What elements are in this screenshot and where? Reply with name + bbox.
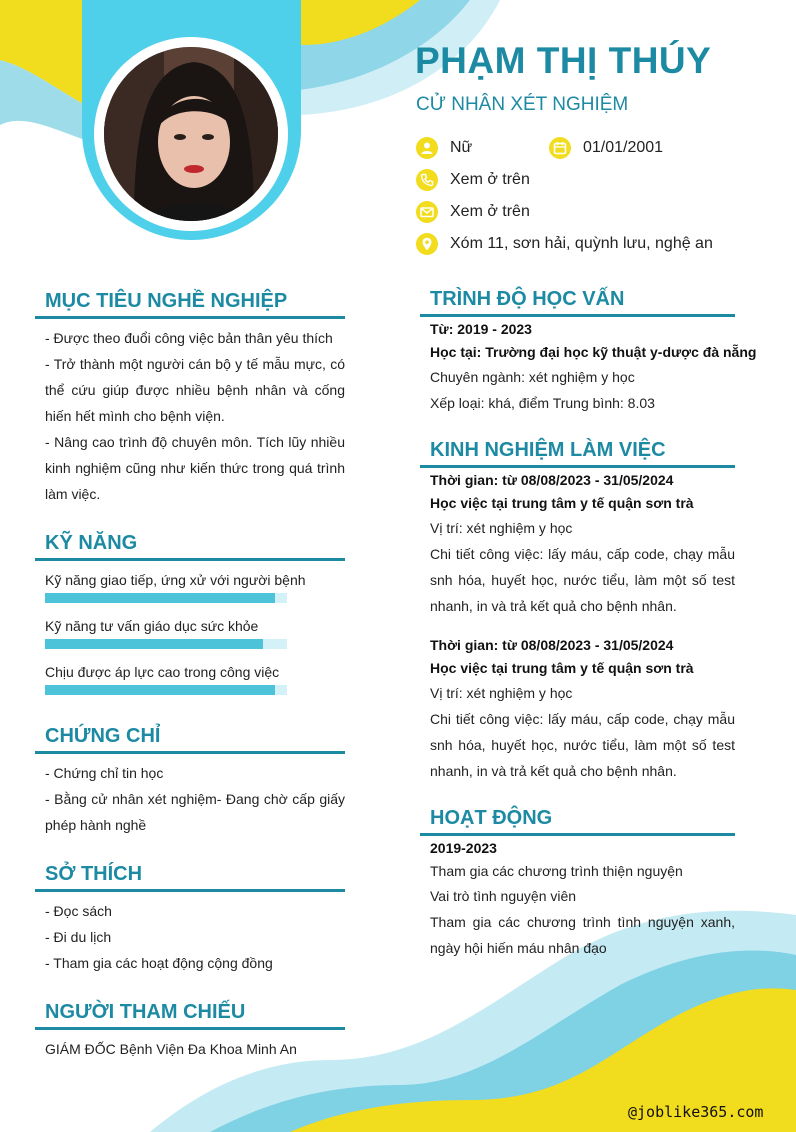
career-goal-item: - Trở thành một người cán bộ y tế mẫu mực, có thể cứu giúp được nhiều bệnh nhân và cống hiến hết mình cho bệnh viện. xyxy=(45,356,345,424)
activities-divider xyxy=(420,833,735,836)
job-position: Vị trí: xét nghiệm y học xyxy=(430,685,573,701)
job-detail: Chi tiết công việc: lấy máu, cấp code, chạy mẫu snh hóa, huyết học, nước tiểu, làm một số test nhanh, in và trả kết quả cho bệnh nhân. xyxy=(430,711,735,779)
job-place: Học việc tại trung tâm y tế quận sơn trà xyxy=(430,660,694,676)
education-heading: TRÌNH ĐỘ HỌC VẤN xyxy=(430,288,625,310)
activities-heading: HOẠT ĐỘNG xyxy=(430,807,553,829)
skill-label: Kỹ năng giao tiếp, ứng xử với người bệnh xyxy=(45,572,306,588)
skill-bar xyxy=(45,685,287,695)
phone-icon xyxy=(416,169,438,191)
reference-text: GIÁM ĐỐC Bệnh Viện Đa Khoa Minh An xyxy=(45,1041,297,1057)
career-goal-divider xyxy=(35,316,345,319)
certificates-divider xyxy=(35,751,345,754)
job-period: Thời gian: từ 08/08/2023 - 31/05/2024 xyxy=(430,472,674,488)
email-value: Xem ở trên xyxy=(450,203,530,220)
education-divider xyxy=(420,314,735,317)
education-period: Từ: 2019 - 2023 xyxy=(430,321,532,337)
skill-bar xyxy=(45,639,287,649)
skill-bar-fill xyxy=(45,685,275,695)
skill-bar xyxy=(45,593,287,603)
job-detail: Chi tiết công việc: lấy máu, cấp code, chạy mẫu snh hóa, huyết học, nước tiểu, làm một số test nhanh, in và trả kết quả cho bệnh nhân. xyxy=(430,546,735,614)
birthday-value: 01/01/2001 xyxy=(583,139,664,156)
skills-divider xyxy=(35,558,345,561)
career-goal-item: - Nâng cao trình độ chuyên môn. Tích lũy nhiều kinh nghiệm cũng như kiến thức trong quá trình làm việc. xyxy=(45,434,345,502)
reference-heading: NGƯỜI THAM CHIẾU xyxy=(45,1001,246,1023)
profile-photo xyxy=(104,47,278,221)
activity-item: Tham gia các chương trình thiện nguyện xyxy=(430,863,683,879)
hobbies-heading: SỞ THÍCH xyxy=(45,863,143,885)
certificate-item: - Chứng chỉ tin học xyxy=(45,765,164,781)
skill-label: Kỹ năng tư vấn giáo dục sức khỏe xyxy=(45,618,259,634)
skills-heading: KỸ NĂNG xyxy=(45,532,138,554)
gender-value: Nữ xyxy=(450,139,473,156)
experience-divider xyxy=(420,465,735,468)
experience-heading: KINH NGHIỆM LÀM VIỆC xyxy=(430,439,666,461)
address-value: Xóm 11, sơn hải, quỳnh lưu, nghệ an xyxy=(450,235,713,252)
skill-bar-fill xyxy=(45,593,275,603)
job-place: Học việc tại trung tâm y tế quận sơn trà xyxy=(430,495,694,511)
education-major: Chuyên ngành: xét nghiệm y học xyxy=(430,369,635,385)
activity-item: Vai trò tình nguyện viên xyxy=(430,888,577,904)
hobby-item: - Đọc sách xyxy=(45,903,112,919)
certificate-item: - Bằng cử nhân xét nghiệm- Đang chờ cấp giấy phép hành nghề xyxy=(45,791,345,833)
hobby-item: - Tham gia các hoạt động cộng đồng xyxy=(45,955,273,971)
certificates-heading: CHỨNG CHỈ xyxy=(45,725,161,747)
candidate-title: CỬ NHÂN XÉT NGHIỆM xyxy=(416,94,629,115)
education-school: Học tại: Trường đại học kỹ thuật y-dược đà nẵng xyxy=(430,344,757,360)
activity-item: Tham gia các chương trình tình nguyện xanh, ngày hội hiến máu nhân đạo xyxy=(430,914,735,956)
location-icon xyxy=(416,233,438,255)
calendar-icon xyxy=(549,137,571,159)
career-goal-heading: MỤC TIÊU NGHỀ NGHIỆP xyxy=(45,290,288,312)
email-icon xyxy=(416,201,438,223)
hobby-item: - Đi du lịch xyxy=(45,929,112,945)
activities-period: 2019-2023 xyxy=(430,840,497,856)
person-icon xyxy=(416,137,438,159)
career-goal-item: - Được theo đuổi công việc bản thân yêu thích xyxy=(45,330,333,346)
job-period: Thời gian: từ 08/08/2023 - 31/05/2024 xyxy=(430,637,674,653)
skill-bar-fill xyxy=(45,639,263,649)
education-grade: Xếp loại: khá, điểm Trung bình: 8.03 xyxy=(430,395,655,411)
skill-label: Chịu được áp lực cao trong công việc xyxy=(45,664,280,680)
watermark: @joblike365.com xyxy=(628,1103,764,1121)
job-position: Vị trí: xét nghiệm y học xyxy=(430,520,573,536)
hobbies-divider xyxy=(35,889,345,892)
candidate-name: PHẠM THỊ THÚY xyxy=(415,40,712,81)
phone-value: Xem ở trên xyxy=(450,171,530,188)
reference-divider xyxy=(35,1027,345,1030)
